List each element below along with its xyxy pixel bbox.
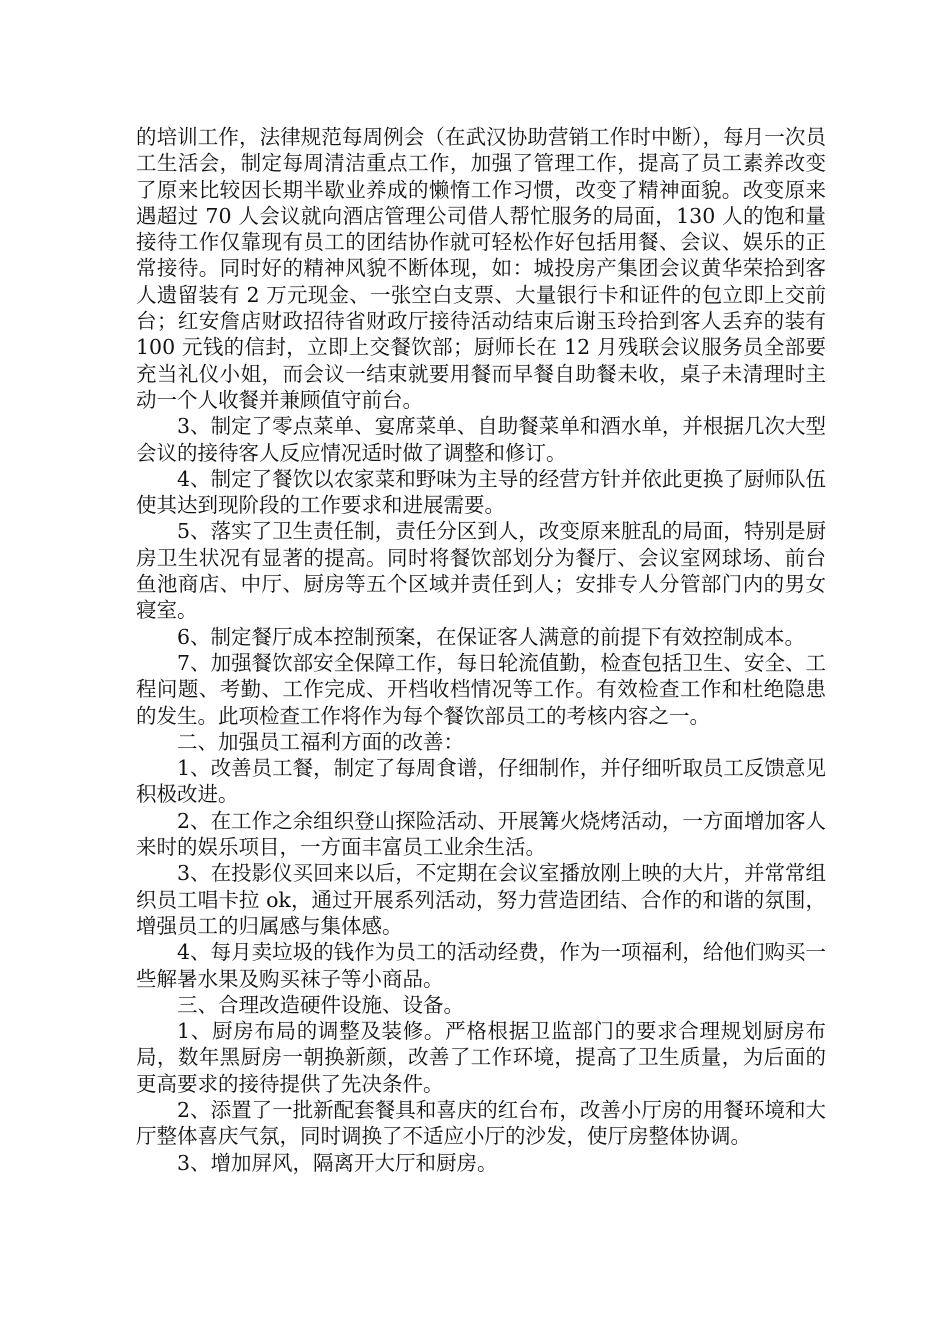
paragraph-welfare-3-projector: 3、在投影仪买回来以后，不定期在会议室播放刚上映的大片，并常常组织员工唱卡拉 ok，通过开展系列活动，努力营造团结、合作的和谐的氛围，增强员工的归属感与集体感。 [136,861,826,938]
paragraph-item-6-cost: 6、制定餐厅成本控制预案，在保证客人满意的前提下有效控制成本。 [177,624,806,649]
paragraph-facilities-2-tableware: 2、添置了一批新配套餐具和喜庆的红台布，改善小厅房的用餐环境和大厅整体喜庆气氛，同时调换了不适应小厅的沙发，使厅房整体协调。 [136,1097,826,1149]
paragraph-facilities-3-screen: 3、增加屏风，隔离开大厅和厨房。 [177,1150,498,1175]
paragraph-welfare-2-activities: 2、在工作之余组织登山探险活动、开展篝火烧烤活动，一方面增加客人来时的娱乐项目，一方面丰富员工业余生活。 [136,808,826,860]
paragraph-item-4-policy: 4、制定了餐饮以农家菜和野味为主导的经营方针并依此更换了厨师队伍使其达到现阶段的工作要求和进展需要。 [136,466,826,518]
paragraph-welfare-1-meals: 1、改善员工餐，制定了每周食谱，仔细制作，并仔细听取员工反馈意见积极改进。 [136,756,826,807]
section-heading-welfare: 二、加强员工福利方面的改善： [177,729,464,754]
paragraph-continuation: 的培训工作，法律规范每周例会（在武汉协助营销工作时中断），每月一次员工生活会，制定每周清洁重点工作，加强了管理工作，提高了员工素养改变了原来比较因长期半歇业养成的懒惰工作习惯，改变了精神面貌。改变原来遇超过 70 人会议就向酒店管理公司借人帮忙服务的局面，130 人的饱和量接待工作仅靠现有员工的团结协作就可轻松作好包括用餐、会议、娱乐的正常接待。同时好的精神风貌不断体现，如：城投房产集团会议黄华荣拾到客人遗留装有 2 万元现金、一张空白支票、大量银行卡和证件的包立即上交前台；红安詹店财政招待省财政厅接待活动结束后谢玉玲拾到客人丢弃的装有 100 元钱的信封，立即上交餐饮部；厨师长在 12 月残联会议服务员全部要充当礼仪小姐，而会议一结束就要用餐而早餐自助餐未收，桌子未清理时主动一个人收餐并兼顾值守前台。 [136,125,826,412]
paragraph-welfare-4-funds: 4、每月卖垃圾的钱作为员工的活动经费，作为一项福利，给他们购买一些解暑水果及购买袜子等小商品。 [136,940,826,991]
document-body [136,124,826,1176]
paragraph-facilities-1-kitchen: 1、厨房布局的调整及装修。严格根据卫监部门的要求合理规划厨房布局，数年黑厨房一朝换新颜，改善了工作环境，提高了卫生质量，为后面的更高要求的接待提供了先决条件。 [136,1019,826,1096]
paragraph-item-5-hygiene: 5、落实了卫生责任制，责任分区到人，改变原来脏乱的局面，特别是厨房卫生状况有显著的提高。同时将餐饮部划分为餐厅、会议室网球场、前台鱼池商店、中厅、厨房等五个区域并责任到人；安排专人分管部门内的男女寝室。 [136,519,826,623]
section-heading-facilities: 三、合理改造硬件设施、设备。 [177,992,464,1017]
paragraph-item-3-menus: 3、制定了零点菜单、宴席菜单、自助餐菜单和酒水单，并根据几次大型会议的接待客人反应情况适时做了调整和修订。 [136,414,826,465]
paragraph-item-7-safety: 7、加强餐饮部安全保障工作，每日轮流值勤，检查包括卫生、安全、工程问题、考勤、工作完成、开档收档情况等工作。有效检查工作和杜绝隐患的发生。此项检查工作将作为每个餐饮部员工的考核内容之一。 [136,650,826,728]
